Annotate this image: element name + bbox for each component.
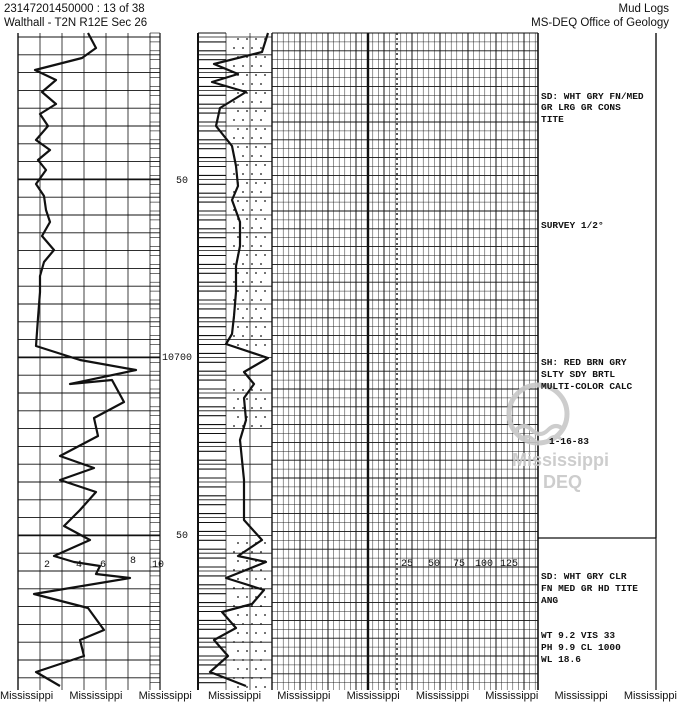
footer-watermark-text: Mississippi <box>207 690 262 702</box>
remark-sd2-line3: ANG <box>541 595 559 606</box>
sand-dot <box>242 83 244 85</box>
sand-dot <box>242 299 244 301</box>
sand-dot <box>237 668 239 670</box>
footer-watermark-text: Mississippi <box>554 690 608 702</box>
sand-dot <box>260 101 262 103</box>
sand-dot <box>251 677 253 679</box>
sand-dot <box>264 146 266 148</box>
sand-dot <box>255 650 257 652</box>
sand-dot <box>237 146 239 148</box>
sand-dot <box>233 119 235 121</box>
sand-dot <box>264 56 266 58</box>
sand-dot <box>242 155 244 157</box>
footer-watermark-text: Mississippi <box>0 690 54 702</box>
sand-dot <box>246 596 248 598</box>
sand-dot <box>264 650 266 652</box>
sand-dot <box>255 326 257 328</box>
sand-dot <box>242 101 244 103</box>
sand-dot <box>233 173 235 175</box>
sand-dot <box>260 119 262 121</box>
sand-dot <box>246 632 248 634</box>
sand-dot <box>251 83 253 85</box>
sand-dot <box>233 245 235 247</box>
sand-dot <box>237 650 239 652</box>
sand-dot <box>260 137 262 139</box>
sand-dot <box>255 236 257 238</box>
rate-of-penetration-curve <box>34 33 136 686</box>
sand-dot <box>264 200 266 202</box>
sand-dot <box>233 263 235 265</box>
sand-dot <box>260 641 262 643</box>
sand-dot <box>237 38 239 40</box>
sand-dot <box>246 200 248 202</box>
sand-dot <box>246 668 248 670</box>
sand-dot <box>260 317 262 319</box>
footer-watermark-row <box>0 690 677 705</box>
sand-dot <box>242 587 244 589</box>
sand-dot <box>237 110 239 112</box>
sand-dot <box>255 290 257 292</box>
sand-dot <box>255 74 257 76</box>
sand-dot <box>264 110 266 112</box>
sand-dot <box>255 128 257 130</box>
sand-dot <box>242 407 244 409</box>
sand-dot <box>251 173 253 175</box>
sand-dot <box>246 128 248 130</box>
sand-dot <box>237 344 239 346</box>
sand-dot <box>237 578 239 580</box>
sand-dot <box>260 191 262 193</box>
sand-dot <box>237 128 239 130</box>
sand-dot <box>260 389 262 391</box>
sand-dot <box>251 245 253 247</box>
sand-dot <box>242 623 244 625</box>
sand-dot <box>237 560 239 562</box>
sand-dot <box>264 344 266 346</box>
sand-dot <box>264 236 266 238</box>
sand-dot <box>251 101 253 103</box>
depth-label-50-upper: 50 <box>176 176 189 187</box>
sand-dot <box>242 659 244 661</box>
sand-dot <box>251 137 253 139</box>
sand-dot <box>242 335 244 337</box>
sand-dot <box>264 128 266 130</box>
remark-mud-line3: WL 18.6 <box>541 654 581 665</box>
sand-dot <box>233 389 235 391</box>
sand-dot <box>246 74 248 76</box>
sand-dot <box>242 263 244 265</box>
sand-dot <box>251 623 253 625</box>
remark-sd2-line2: FN MED GR HD TITE <box>541 583 638 594</box>
sand-dot <box>233 551 235 553</box>
sand-dot <box>255 110 257 112</box>
sand-dot <box>255 398 257 400</box>
sand-dot <box>246 110 248 112</box>
sand-dot <box>242 137 244 139</box>
sand-dot <box>251 263 253 265</box>
sand-dot <box>242 389 244 391</box>
sand-dot <box>260 569 262 571</box>
sand-dot <box>264 416 266 418</box>
sand-dot <box>260 335 262 337</box>
sand-dot <box>251 209 253 211</box>
sand-dot <box>255 686 257 688</box>
sand-dot <box>233 281 235 283</box>
sand-dot <box>237 200 239 202</box>
sand-dot <box>237 92 239 94</box>
sand-dot <box>251 425 253 427</box>
location: Walthall - T2N R12E Sec 26 <box>4 17 148 29</box>
footer-watermark-text: Mississippi <box>277 690 331 702</box>
sand-dot <box>242 281 244 283</box>
sand-dot <box>255 272 257 274</box>
remark-date: 1-16-83 <box>549 436 589 447</box>
remark-sh-line2: SLTY SDY BRTL <box>541 369 616 380</box>
scale-left-6: 6 <box>100 560 107 571</box>
sand-dot <box>255 668 257 670</box>
sand-dot <box>264 668 266 670</box>
sand-dot <box>251 65 253 67</box>
sand-dot <box>246 560 248 562</box>
sand-dot <box>260 623 262 625</box>
watermark-line1: Mississippi <box>512 450 610 470</box>
remark-sh-line3: MULTI-COLOR CALC <box>541 381 633 392</box>
sand-dot <box>237 308 239 310</box>
sand-dot <box>260 47 262 49</box>
remark-mud-line2: PH 9.9 CL 1000 <box>541 642 621 653</box>
sand-dot <box>255 92 257 94</box>
sand-dot <box>233 65 235 67</box>
sand-dot <box>251 317 253 319</box>
remark-sh-line1: SH: RED BRN GRY <box>541 357 627 368</box>
scale-right-125: 125 <box>500 559 519 570</box>
sand-dot <box>255 146 257 148</box>
sand-dot <box>260 65 262 67</box>
sand-dot <box>246 290 248 292</box>
sand-dot <box>264 542 266 544</box>
sand-dot <box>264 92 266 94</box>
footer-watermark-text: Mississippi <box>138 690 192 702</box>
footer-watermark-text: Mississippi <box>415 690 470 702</box>
scale-right-100: 100 <box>475 559 494 570</box>
sand-dot <box>260 425 262 427</box>
sand-dot <box>237 272 239 274</box>
sand-dot <box>246 146 248 148</box>
sand-dot <box>260 407 262 409</box>
sand-dot <box>264 164 266 166</box>
sand-dot <box>246 650 248 652</box>
sand-dot <box>246 182 248 184</box>
sand-dot <box>246 578 248 580</box>
scale-left-10: 10 <box>152 560 165 571</box>
sand-dot <box>233 83 235 85</box>
sand-dot <box>242 47 244 49</box>
sand-dot <box>242 641 244 643</box>
sand-dot <box>237 326 239 328</box>
sand-dot <box>246 308 248 310</box>
sand-dot <box>260 173 262 175</box>
sand-dot <box>264 290 266 292</box>
sand-dot <box>251 47 253 49</box>
sand-dot <box>260 551 262 553</box>
sand-dot <box>264 272 266 274</box>
sand-dot <box>251 227 253 229</box>
sand-dot <box>255 164 257 166</box>
sand-dot <box>237 686 239 688</box>
sand-dot <box>260 83 262 85</box>
sand-dot <box>246 272 248 274</box>
sand-dot <box>233 569 235 571</box>
sand-dot <box>233 677 235 679</box>
sand-dot <box>233 587 235 589</box>
sand-dot <box>260 659 262 661</box>
sand-dot <box>260 209 262 211</box>
footer-watermark-text: Mississippi <box>346 690 400 702</box>
sand-dot <box>260 227 262 229</box>
sand-dot <box>251 191 253 193</box>
sand-dot <box>264 398 266 400</box>
sand-dot <box>264 614 266 616</box>
remark-mud-line1: WT 9.2 VIS 33 <box>541 630 616 641</box>
scale-right-75: 75 <box>453 559 466 570</box>
sand-dot <box>255 308 257 310</box>
sand-dot <box>251 605 253 607</box>
watermark-line2: DEQ <box>543 472 583 492</box>
sand-dot <box>242 173 244 175</box>
sand-dot <box>237 398 239 400</box>
sand-dot <box>242 227 244 229</box>
sand-dot <box>237 416 239 418</box>
sand-dot <box>246 344 248 346</box>
sand-dot <box>246 614 248 616</box>
sand-dot <box>237 542 239 544</box>
sand-dot <box>237 632 239 634</box>
gas-curve <box>210 33 268 686</box>
sand-dot <box>264 596 266 598</box>
sand-dot <box>255 578 257 580</box>
sand-dot <box>260 155 262 157</box>
sand-dot <box>233 47 235 49</box>
sand-dot <box>242 317 244 319</box>
sand-dot <box>260 245 262 247</box>
sand-dot <box>264 218 266 220</box>
sand-dot <box>237 164 239 166</box>
sand-dot <box>255 614 257 616</box>
sand-dot <box>260 263 262 265</box>
sand-dot <box>233 101 235 103</box>
sand-dot <box>255 416 257 418</box>
sand-dot <box>233 425 235 427</box>
remark-sd1-line2: GR LRG GR CONS <box>541 102 621 113</box>
remark-sd1-line3: TITE <box>541 114 564 125</box>
sand-dot <box>251 299 253 301</box>
remark-sd2-line1: SD: WHT GRY CLR <box>541 571 627 582</box>
sand-dot <box>246 254 248 256</box>
sand-dot <box>264 254 266 256</box>
sand-dot <box>264 326 266 328</box>
sand-dot <box>233 605 235 607</box>
footer-watermark-text: Mississippi <box>485 690 539 702</box>
sand-dot <box>264 182 266 184</box>
depth-label-50-lower: 50 <box>176 531 189 542</box>
sand-dot <box>251 551 253 553</box>
footer-watermark-text: Mississippi <box>69 690 123 702</box>
sand-dot <box>233 407 235 409</box>
sand-dot <box>233 641 235 643</box>
sand-dot <box>260 605 262 607</box>
sand-dot <box>260 281 262 283</box>
sand-dot <box>246 326 248 328</box>
sand-dot <box>251 155 253 157</box>
sand-dot <box>264 632 266 634</box>
scale-left-2: 2 <box>44 560 51 571</box>
sand-dot <box>242 119 244 121</box>
sand-dot <box>246 218 248 220</box>
sand-dot <box>246 164 248 166</box>
sand-dot <box>242 209 244 211</box>
sand-dot <box>237 290 239 292</box>
sand-dot <box>255 632 257 634</box>
sand-dot <box>242 65 244 67</box>
agency: MS-DEQ Office of Geology <box>531 17 669 29</box>
depth-label-10700: 10700 <box>162 353 193 364</box>
sand-dot <box>246 542 248 544</box>
record-id: 23147201450000 : 13 of 38 <box>4 3 145 15</box>
scale-right-50: 50 <box>428 559 441 570</box>
sand-dot <box>251 641 253 643</box>
sand-dot <box>246 686 248 688</box>
doc-type: Mud Logs <box>618 3 669 15</box>
sand-dot <box>233 227 235 229</box>
sand-dot <box>255 344 257 346</box>
sand-dot <box>255 56 257 58</box>
sand-dot <box>246 398 248 400</box>
scale-right-25: 25 <box>401 559 414 570</box>
sand-dot <box>251 569 253 571</box>
sand-dot <box>264 308 266 310</box>
sand-dot <box>255 182 257 184</box>
remark-survey: SURVEY 1/2° <box>541 220 604 231</box>
remark-sd1-line1: SD: WHT GRY FN/MED <box>541 91 644 102</box>
sand-dot <box>246 236 248 238</box>
sand-dot <box>242 245 244 247</box>
footer-watermark-text: Mississippi <box>623 690 677 702</box>
sand-dot <box>260 677 262 679</box>
sand-dot <box>264 686 266 688</box>
sand-dot <box>242 191 244 193</box>
scale-left-4: 4 <box>76 560 83 571</box>
sand-dot <box>233 659 235 661</box>
sand-dot <box>237 614 239 616</box>
sand-dot <box>251 407 253 409</box>
sand-dot <box>251 659 253 661</box>
sand-dot <box>264 74 266 76</box>
sand-dot <box>260 299 262 301</box>
sand-dot <box>237 236 239 238</box>
scale-left-8: 8 <box>130 556 137 567</box>
sand-dot <box>255 254 257 256</box>
sand-dot <box>233 137 235 139</box>
sand-dot <box>251 281 253 283</box>
sand-dot <box>255 200 257 202</box>
sand-dot <box>264 578 266 580</box>
sand-dot <box>251 335 253 337</box>
sand-dot <box>237 596 239 598</box>
sand-dot <box>233 335 235 337</box>
sand-dot <box>255 38 257 40</box>
sand-dot <box>246 38 248 40</box>
sand-dot <box>251 119 253 121</box>
sand-dot <box>255 218 257 220</box>
sand-dot <box>242 677 244 679</box>
